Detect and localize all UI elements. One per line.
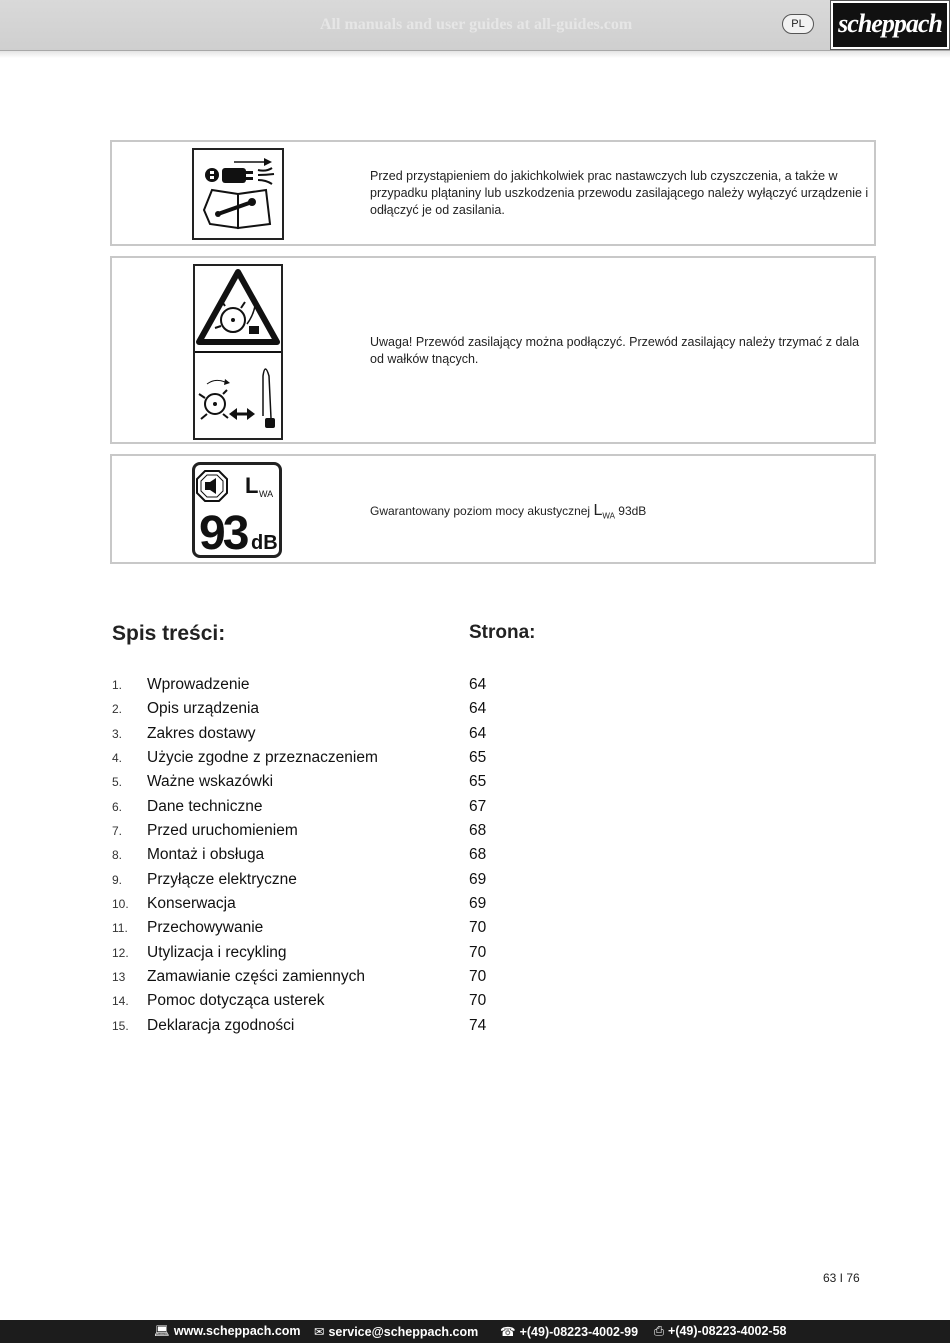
toc-item-number: 15. — [112, 1019, 129, 1033]
toc-item[interactable] — [112, 944, 532, 968]
toc-item-page: 74 — [469, 1017, 487, 1034]
toc-item-title: Konserwacja — [147, 895, 236, 912]
toc-item-number: 3. — [112, 727, 123, 741]
noise-text-before: Gwarantowany poziom mocy akustycznej — [370, 504, 594, 518]
toc-item-title: Przed uruchomieniem — [147, 822, 298, 839]
cable-warning-symbols — [193, 264, 283, 440]
toc-item-page: 64 — [469, 700, 487, 717]
scheppach-logo: scheppach — [831, 1, 949, 49]
footer-phone[interactable] — [500, 1324, 638, 1339]
language-badge: PL — [782, 14, 814, 34]
watermark-text: All manuals and user guides at all-guides.com — [320, 16, 633, 33]
noise-label-symbol: L — [245, 473, 259, 498]
footer-phone-text: +(49)-08223-4002-99 — [519, 1325, 639, 1339]
toc-item-title: Zakres dostawy — [147, 725, 256, 742]
toc-item[interactable] — [112, 1017, 532, 1041]
toc-item-page: 70 — [469, 968, 487, 985]
page-footer — [0, 1320, 950, 1343]
toc-item-number: 4. — [112, 751, 123, 765]
toc-item-title: Przyłącze elektryczne — [147, 871, 297, 888]
notice-text-noise — [370, 502, 870, 524]
toc-item-number: 14. — [112, 994, 129, 1008]
toc-item-page: 67 — [469, 798, 487, 815]
toc-item-number: 12. — [112, 946, 129, 960]
toc-item-title: Pomoc dotycząca usterek — [147, 992, 325, 1009]
noise-text-after: 93dB — [614, 504, 647, 518]
notice-text-unplug: Przed przystąpieniem do jakichkolwiek prac nastawczych lub czyszczenia, a także w przypadku plątaniny lub uszkodzenia przewodu zasilającego należy wyłączyć urządzenie i odłączyć je od zasilania. — [370, 169, 869, 217]
unplug-manual-icon — [192, 148, 284, 240]
toc-item-number: 13 — [112, 970, 126, 984]
toc-item[interactable] — [112, 895, 532, 919]
toc-item[interactable] — [112, 822, 532, 846]
toc-item-title: Utylizacja i recykling — [147, 944, 287, 961]
footer-fax[interactable] — [654, 1324, 787, 1339]
noise-label-value: 93 — [199, 507, 247, 555]
footer-email-text: service@scheppach.com — [328, 1325, 479, 1339]
toc-item-page: 64 — [469, 676, 487, 693]
toc-item[interactable] — [112, 871, 532, 895]
toc-item[interactable] — [112, 749, 532, 773]
toc-item[interactable] — [112, 725, 532, 749]
toc-item[interactable] — [112, 676, 532, 700]
toc-item-title: Zamawianie części zamiennych — [147, 968, 365, 985]
noise-label-subscript: WA — [259, 489, 274, 499]
header-shadow — [0, 50, 950, 58]
toc-item-page: 70 — [469, 919, 487, 936]
toc-item-number: 7. — [112, 824, 123, 838]
noise-text-symbol: L — [593, 502, 603, 519]
notice-panel-noise — [110, 454, 876, 564]
toc-item-number: 9. — [112, 873, 123, 887]
phone-icon: ☎ — [500, 1325, 516, 1339]
toc-item-page: 68 — [469, 822, 487, 839]
toc-item-title: Dane techniczne — [147, 798, 263, 815]
footer-fax-text: +(49)-08223-4002-58 — [668, 1324, 787, 1338]
footer-website-text: www.scheppach.com — [173, 1324, 301, 1338]
toc-item-number: 5. — [112, 775, 123, 789]
toc-item-page: 64 — [469, 725, 487, 742]
email-icon: ✉ — [314, 1325, 325, 1339]
toc-item[interactable] — [112, 700, 532, 724]
toc-item[interactable] — [112, 846, 532, 870]
footer-email[interactable] — [314, 1324, 478, 1339]
toc-item-page: 65 — [469, 773, 487, 790]
toc-item-page: 65 — [469, 749, 487, 766]
notice-text-cable: Uwaga! Przewód zasilający można podłączyć. Przewód zasilający należy trzymać z dala od wałków tnących. — [370, 335, 860, 366]
toc-item[interactable] — [112, 992, 532, 1016]
toc-item-title: Ważne wskazówki — [147, 773, 274, 790]
noise-label-unit: dB — [251, 532, 278, 554]
toc-item-number: 1. — [112, 678, 123, 692]
toc-item-page: 69 — [469, 871, 487, 888]
toc-item-number: 8. — [112, 848, 123, 862]
toc-item[interactable] — [112, 798, 532, 822]
noise-level-label — [192, 462, 282, 558]
toc-item-number: 6. — [112, 800, 123, 814]
toc-item-title: Deklaracja zgodności — [147, 1017, 295, 1034]
toc-item-title: Przechowywanie — [147, 919, 264, 936]
page-number: 63 I 76 — [823, 1271, 860, 1285]
toc-item[interactable] — [112, 773, 532, 797]
toc-item-title: Wprowadzenie — [147, 676, 250, 693]
page-header — [0, 0, 950, 51]
toc-item-page: 70 — [469, 992, 487, 1009]
noise-text-subscript: WA — [602, 511, 615, 521]
toc-item-number: 11. — [112, 921, 128, 935]
notice-panel-cable — [110, 256, 876, 444]
computer-icon: 💻︎ — [154, 1324, 170, 1338]
toc-item-number: 10. — [112, 897, 129, 911]
toc-item-title: Opis urządzenia — [147, 700, 260, 717]
notice-panel-unplug — [110, 140, 876, 246]
toc-item[interactable] — [112, 919, 532, 943]
toc-item-page: 69 — [469, 895, 487, 912]
toc-page-heading: Strona: — [469, 622, 536, 643]
toc-item-page: 68 — [469, 846, 487, 863]
toc-item-number: 2. — [112, 702, 123, 716]
footer-website[interactable] — [154, 1324, 301, 1339]
toc-item[interactable] — [112, 968, 532, 992]
toc-item-title: Montaż i obsługa — [147, 846, 265, 863]
toc-item-title: Użycie zgodne z przeznaczeniem — [147, 749, 378, 766]
toc-item-page: 70 — [469, 944, 487, 961]
toc-heading: Spis treści: — [112, 622, 226, 645]
fax-icon: ⎙ — [654, 1324, 665, 1338]
